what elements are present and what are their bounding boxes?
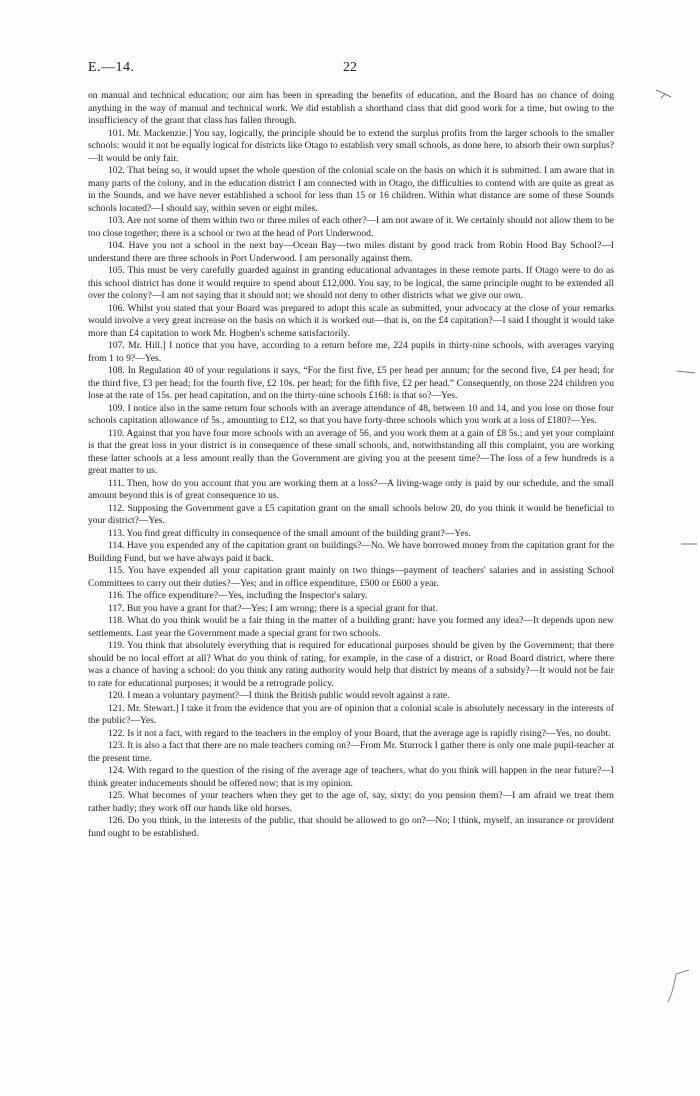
- paragraph: 116. The office expenditure?—Yes, including the Inspector's salary.: [108, 590, 368, 601]
- paragraph: 122. Is it not a fact, with regard to the teachers in the employ of your Board, that the average age is rapidly rising?—Yes, no doubt.: [108, 727, 611, 739]
- paragraph: 126. Do you think, in the interests of the public, that should be allowed to go on?—No; I think, myself, an insurance or provident fund ought to be established.: [88, 815, 614, 839]
- paragraph: on manual and technical education; our aim has been in spreading the benefits of education, and the Board has no chance of doing anything in the way of manual and technical work. We did establish a shorthand class that did good work for a time, but owing to the insufficiency of the grant that class has fallen through.: [88, 90, 614, 126]
- paragraph: 114. Have you expended any of the capitation grant on buildings?—No. We have borrowed money from the capitation grant for the Building Fund, but we have always paid it back.: [88, 540, 614, 564]
- paragraph: 102. That being so, it would upset the whole question of the colonial scale on the basis on which it is submitted. I am aware that in many parts of the colony, and in the education district I am connected with in Otago, the difficulties to contend with are quite as great as in the Sounds, and we have never established a school for less than 15 or 16 children. Within what distance are some of these Sounds schools located?—I should say, within seven or eight miles.: [88, 165, 614, 214]
- paragraph: 120. I mean a voluntary payment?—I think the British public would revolt against a rate.: [108, 690, 450, 701]
- paragraph: 110. Against that you have four more schools with an average of 56, and you work them at a gain of £8 5s.; and yet your complaint is that the great loss in your district is in consequence of these small schools, and, notwithstanding all this complaint, you are working these latter schools at a less amount really than the Government are giving you at the present time?—The loss of a few hundreds is a great matter to us.: [88, 427, 614, 476]
- paragraph: 123. It is also a fact that there are no male teachers coming on?—From Mr. Sturrock I gather there is only one male pupil-teacher at the present time.: [88, 740, 614, 764]
- page-number: 22: [343, 60, 357, 75]
- paragraph: 111. Then, how do you account that you are working them at a loss?—A living-wage only is paid by our schedule, and the small amount beyond this is of great consequence to us.: [88, 477, 614, 501]
- margin-mark: [680, 540, 698, 551]
- paragraph: 125. What becomes of your teachers when they get to the age of, say, sixty: do you pension them?—I am afraid we treat them rather badly; they work off our hands like old horses.: [88, 790, 614, 814]
- margin-mark: [676, 368, 696, 379]
- paragraph: 108. In Regulation 40 of your regulations it says, “For the first five, £5 per head per annum; for the second five, £4 per head; for the third five, £3 per head; for the fourth five, £2 10s. per head; for the fifth five, £2 per head.” Consequently, on those 224 children you lose at the rate of 15s. per head capitation, and on the thirty-nine schools £168: is that so?—Yes.: [88, 365, 614, 401]
- body-text: [88, 90, 614, 840]
- paragraph: 115. You have expended all your capitation grant mainly on two things—payment of teachers' salaries and in assisting School Committees to carry out their duties?—Yes; and in office expenditure, £500 or £600 a year.: [88, 565, 614, 589]
- document-reference: E.—14.: [88, 60, 135, 75]
- margin-mark: [664, 968, 690, 1007]
- paragraph: 118. What do you think would be a fair thing in the matter of a building grant: have you formed any idea?—It depends upon new settlements. Last year the Government made a special grant for two schools.: [88, 615, 614, 639]
- paragraph: 101. Mr. Mackenzie.] You say, logically, the principle should be to extend the surplus profits from the larger schools to the smaller schools: would it not be equally logical for districts like Otago to establish very small schools, as done here, to absorb their own surplus?—It would be only fair.: [88, 127, 614, 164]
- paragraph: 105. This must be very carefully guarded against in granting educational advantages in these remote parts. If Otago were to do as this school district has done it would require to spend about £12,000. You say, to be logical, the same principle ought to be extended all over the colony?—I am not saying that it should not; we should not deny to other districts what we give our own.: [88, 265, 614, 301]
- paragraph: 103. Are not some of them within two or three miles of each other?—I am not aware of it. We certainly should not allow them to be too close together; there is a school or two at the head of Port Underwood.: [88, 215, 614, 239]
- paragraph: 113. You find great difficulty in consequence of the small amount of the building grant?—Yes.: [108, 527, 471, 539]
- paragraph: 104. Have you not a school in the next bay—Ocean Bay—two miles distant by good track from Robin Hood Bay School?—I understand there are three schools in Port Underwood. I am personally against them.: [88, 240, 614, 264]
- paragraph: 117. But you have a grant for that?—Yes; I am wrong; there is a special grant for that.: [108, 602, 438, 614]
- paragraph: 106. Whilst you stated that your Board was prepared to adopt this scale as submitted, your advocacy at the close of your remarks would involve a very great increase on the basis on which it is worked out—that is, on the £4 capitation?—I said I thought it would take more than £4 capitation to work Mr. Hogben's scheme satisfactorily.: [88, 302, 614, 339]
- paragraph: 121. Mr. Stewart.] I take it from the evidence that you are of opinion that a colonial scale is absolutely necessary in the interests of the public?—Yes.: [88, 702, 614, 726]
- paragraph: 112. Supposing the Government gave a £5 capitation grant on the small schools below 20, do you think it would be beneficial to your district?—Yes.: [88, 502, 614, 526]
- paragraph: 119. You think that absolutely everything that is required for educational purposes should be given by the Government; that there should be no local effort at all? What do you think of rating, for example, in the case of a district, or Road Board district, where there was a chance of having a school: do you think any rating authority would help that district by means of a subsidy?—It would not be fair to rate for educational purposes; it would be a retrograde policy.: [88, 640, 614, 689]
- paragraph: 107. Mr. Hill.] I notice that you have, according to a return before me, 224 pupils in thirty-nine schools, with averages varying from 1 to 9?—Yes.: [88, 340, 614, 364]
- margin-mark: [655, 88, 673, 105]
- paragraph: 124. With regard to the question of the rising of the average age of teachers, what do you think will happen in the near future?—I think greater inducements should be offered now; that is my opinion.: [88, 765, 614, 789]
- page-header: [88, 60, 612, 80]
- paragraph: 109. I notice also in the same return four schools with an average attendance of 48, between 10 and 14, and you lose on those four schools capitation allowance of 5s., amounting to £12, so that you have forty-three schools which you work at a loss of £180?—Yes.: [88, 402, 614, 426]
